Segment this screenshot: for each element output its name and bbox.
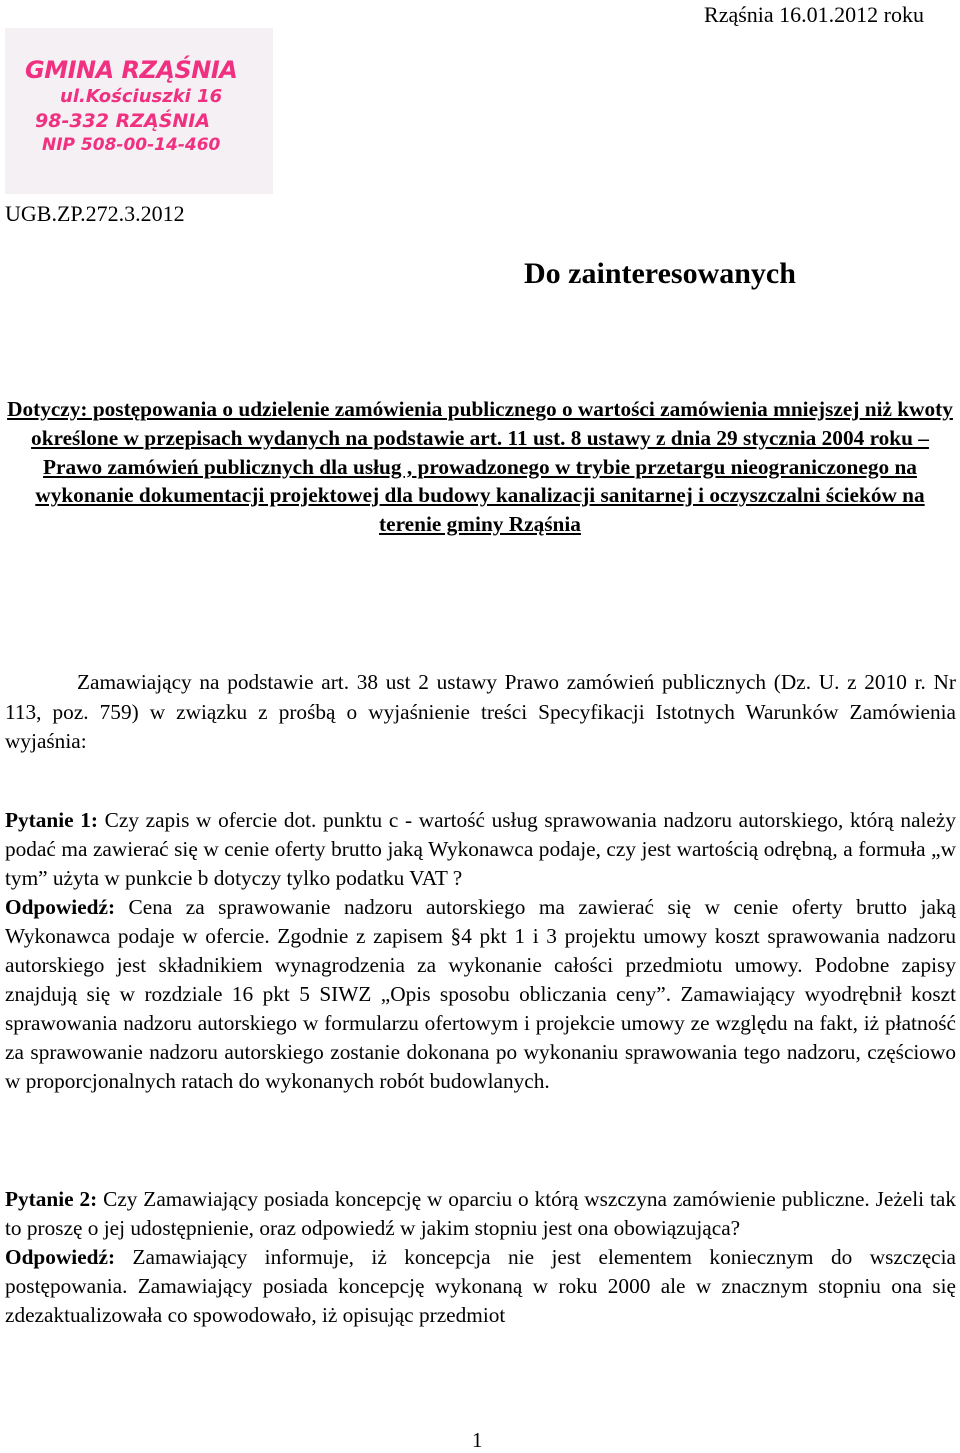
answer-2-label: Odpowiedź: <box>5 1245 116 1269</box>
reference-number: UGB.ZP.272.3.2012 <box>5 201 185 226</box>
answer-1-label: Odpowiedź: <box>5 895 116 919</box>
qa-block-2 <box>5 1185 956 1330</box>
stamp-postal-code: 98-332 RZĄŚNIA <box>35 110 211 132</box>
subject-heading <box>6 395 954 539</box>
intro-paragraph <box>5 668 956 757</box>
stamp-tax-id: NIP 508-00-14-460 <box>42 135 221 155</box>
subject-text: Dotyczy: postępowania o udzielenie zamówienia publicznego o wartości zamówienia mniejszej niż kwoty określone w przepisach wydanych na podstawie art. 11 ust. 8 ustawy z dnia 29 stycznia 2004 roku – Prawo zamówień publicznych dla usług , prowadzonego w trybie przetargu nieograniczonego na wykonanie dokumentacji projektowej dla budowy kanalizacji sanitarnej i oczyszczalni ścieków na terenie gminy Rząśnia <box>7 397 953 537</box>
stamp-name: GMINA RZĄŚNIA <box>25 56 238 84</box>
stamp-street: ul.Kościuszki 16 <box>60 86 223 107</box>
question-2-label: Pytanie 2: <box>5 1187 98 1211</box>
municipality-stamp <box>5 28 273 194</box>
answer-2-text: Zamawiający informuje, iż koncepcja nie jest elementem koniecznym do wszczęcia postępowania. Zamawiający posiada koncepcję wykonaną w roku 2000 ale w znacznym stopniu ona się zdezaktualizowała co spowodowało, iż opisując przedmiot <box>5 1245 957 1327</box>
intro-text: Zamawiający na podstawie art. 38 ust 2 ustawy Prawo zamówień publicznych (Dz. U. z 2010 r. Nr 113, poz. 759) w związku z prośbą o wyjaśnienie treści Specyfikacji Istotnych Warunków Zamówienia wyjaśnia: <box>5 670 956 753</box>
qa-block-1 <box>5 806 956 1096</box>
question-2-text: Czy Zamawiający posiada koncepcję w oparciu o którą wszczyna zamówienie publiczne. Jeżeli tak to proszę o jej udostępnienie, oraz odpowiedź w jakim stopniu jest ona obowiązująca? <box>5 1187 956 1240</box>
answer-1-text: Cena za sprawowanie nadzoru autorskiego ma zawierać się w cenie oferty brutto jaką Wykonawca podaje w ofercie. Zgodnie z zapisem §4 pkt 1 i 3 projektu umowy koszt sprawowania nadzoru autorskiego jest składnikiem wynagrodzenia za wykonanie całości przedmiotu umowy. Podobne zapisy znajdują się w rozdziale 16 pkt 5 SIWZ „Opis sposobu obliczania ceny”. Zamawiający wyodrębnił koszt sprawowania nadzoru autorskiego w formularzu ofertowym i projekcie umowy ze względu na fakt, iż płatność za sprawowanie nadzoru autorskiego zostanie dokonana po wykonaniu sprawowania tego nadzoru, częściowo w proporcjonalnych ratach do wykonanych robót budowlanych. <box>5 895 956 1093</box>
document-date: Rząśnia 16.01.2012 roku <box>704 2 924 27</box>
question-1-label: Pytanie 1: <box>5 808 99 832</box>
page-number: 1 <box>472 1428 483 1452</box>
addressee: Do zainteresowanych <box>524 257 796 290</box>
question-1-text: Czy zapis w ofercie dot. punktu c - wartość usług sprawowania nadzoru autorskiego, którą należy podać ma zawierać się w cenie oferty brutto jaką Wykonawca podaje, czy jest wartością odrębną, a formuła „w tym” użyta w punkcie b dotyczy tylko podatku VAT ? <box>5 808 956 890</box>
